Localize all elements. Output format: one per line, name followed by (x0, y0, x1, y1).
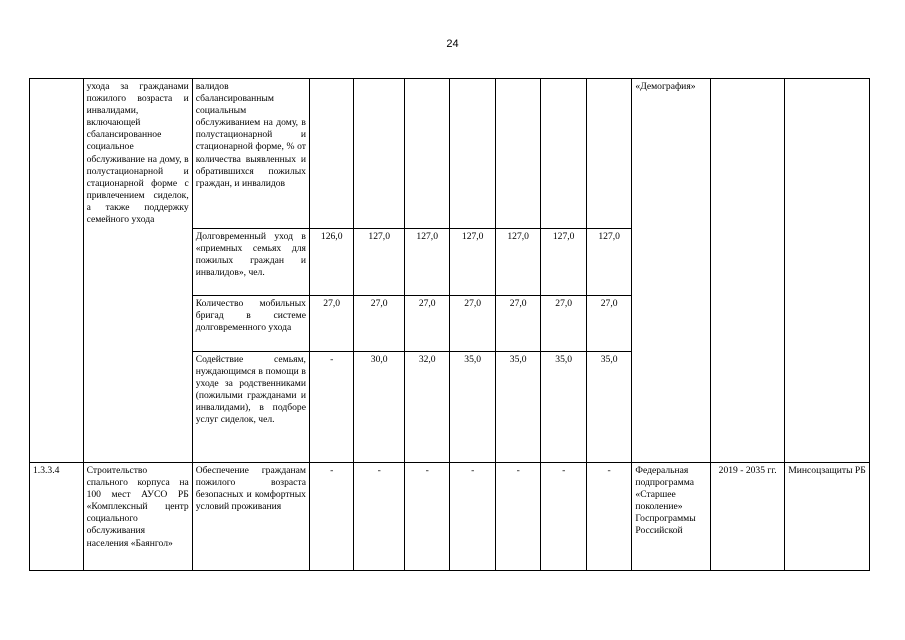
indicator-cell: валидов сбалансированным социальным обслуживанием на дому, в полустационарной и стационарной форме, % от количества выявленных и обратившихся пожилых граждан, и инвалидов (192, 79, 309, 229)
value-cell (586, 79, 631, 229)
value-cell: 27,0 (309, 296, 353, 352)
executor-cell (785, 79, 870, 463)
value-cell: - (309, 463, 353, 571)
value-cell: 126,0 (309, 229, 353, 296)
value-cell: 35,0 (450, 352, 495, 463)
value-cell: - (495, 463, 540, 571)
value-cell: 27,0 (495, 296, 540, 352)
program-table (29, 78, 870, 571)
value-cell: - (450, 463, 495, 571)
value-cell: 27,0 (450, 296, 495, 352)
value-cell: 30,0 (354, 352, 405, 463)
value-cell: 127,0 (586, 229, 631, 296)
value-cell: - (541, 463, 586, 571)
value-cell: 27,0 (586, 296, 631, 352)
value-cell: 35,0 (586, 352, 631, 463)
value-cell: 35,0 (495, 352, 540, 463)
value-cell (450, 79, 495, 229)
value-cell: 35,0 (541, 352, 586, 463)
executor-cell: Минсоцзащиты РБ (785, 463, 870, 571)
code-cell (30, 79, 84, 463)
program-cell: «Демография» (632, 79, 711, 463)
value-cell: 27,0 (541, 296, 586, 352)
measure-cell: ухода за гражданами пожилого возраста и инвалидами, включающей сбалансированное социальное обслуживание на дому, в полустационарной и стационарной форме с привлечением сиделок, а также поддержку семейного ухода (83, 79, 192, 463)
value-cell: - (354, 463, 405, 571)
value-cell (495, 79, 540, 229)
value-cell: 32,0 (404, 352, 449, 463)
program-cell: Федеральная подпрограмма «Старшее поколение» Госпрограммы Российской (632, 463, 711, 571)
code-cell: 1.3.3.4 (30, 463, 84, 571)
value-cell (309, 79, 353, 229)
value-cell (354, 79, 405, 229)
value-cell: 27,0 (404, 296, 449, 352)
value-cell: - (586, 463, 631, 571)
value-cell (541, 79, 586, 229)
measure-cell: Строительство спального корпуса на 100 мест АУСО РБ «Комплексный центр социального обслуживания населения «Баянгол» (83, 463, 192, 571)
value-cell: 127,0 (354, 229, 405, 296)
indicator-cell: Содействие семьям, нуждающимся в помощи в уходе за родственниками (пожилыми гражданами и инвалидами), в подборе услуг сиделок, чел. (192, 352, 309, 463)
value-cell: - (404, 463, 449, 571)
value-cell: - (309, 352, 353, 463)
period-cell: 2019 - 2035 гг. (711, 463, 785, 571)
period-cell (711, 79, 785, 463)
page-number: 24 (446, 38, 459, 50)
value-cell: 127,0 (450, 229, 495, 296)
indicator-cell: Долговременный уход в «приемных семьях для пожилых граждан и инвалидов», чел. (192, 229, 309, 296)
indicator-cell: Обеспечение гражданам пожилого возраста безопасных и комфортных условий проживания (192, 463, 309, 571)
value-cell: 127,0 (541, 229, 586, 296)
value-cell: 27,0 (354, 296, 405, 352)
value-cell: 127,0 (495, 229, 540, 296)
table-row (30, 463, 870, 571)
value-cell (404, 79, 449, 229)
indicator-cell: Количество мобильных бригад в системе долговременного ухода (192, 296, 309, 352)
value-cell: 127,0 (404, 229, 449, 296)
table-row (30, 79, 870, 229)
